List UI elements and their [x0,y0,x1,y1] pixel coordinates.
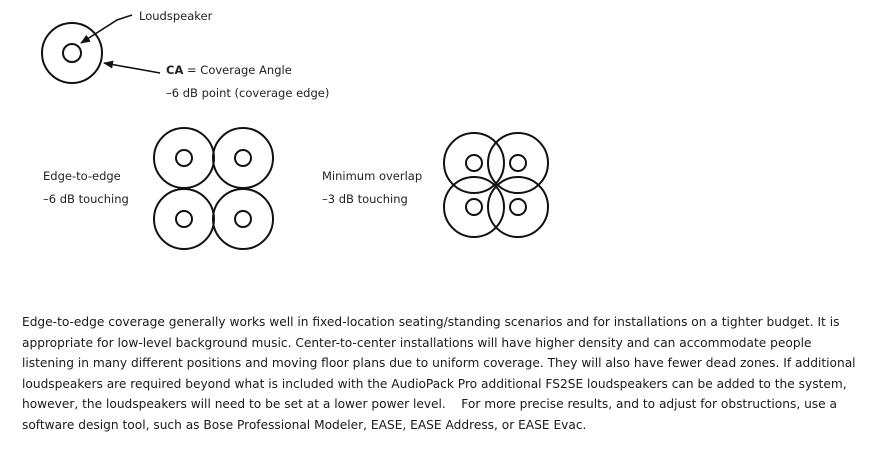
loudspeaker-symbol [444,177,504,237]
coverage-circle [42,23,102,83]
coverage-angle-label [166,63,292,77]
loudspeaker-symbol [444,133,504,193]
minimum-overlap-title: Minimum overlap [322,169,423,183]
coverage-edge-label: –6 dB point (coverage edge) [166,86,330,100]
edge-to-edge-note: –6 dB touching [43,192,129,206]
loudspeaker-symbol [154,189,214,249]
minimum-overlap-grid [444,133,548,237]
ca-definition: = Coverage Angle [183,63,292,77]
speaker-circle [63,44,81,62]
loudspeaker-symbol [488,177,548,237]
loudspeaker-symbol [154,128,214,188]
loudspeaker-symbol [213,128,273,188]
edge-to-edge-grid [154,128,273,249]
ca-abbrev: CA [166,63,184,77]
legend-loudspeaker-symbol [42,23,102,83]
loudspeaker-label: Loudspeaker [139,9,213,23]
edge-to-edge-title: Edge-to-edge [43,169,121,183]
minimum-overlap-note: –3 dB touching [322,192,408,206]
loudspeaker-symbol [488,133,548,193]
coverage-description: Edge-to-edge coverage generally works well in fixed-location seating/standing scenarios and for installations on a tighter budget. It is appropriate for low-level background music. Center-to-center installations will have higher density and can accommodate people listening in many different positions and moving floor plans due to uniform coverage. They will also have fewer dead zones. If additional loudspeakers are required beyond what is included with the AudioPack Pro additional FS2SE loudspeakers can be added to the system, however, the loudspeakers will need to be set at a lower power level. For more precise results, and to adjust for obstructions, use a software design tool, such as Bose Professional Modeler, EASE, EASE Address, or EASE Evac. [22,315,860,432]
loudspeaker-symbol [213,189,273,249]
coverage-arrow [104,63,160,73]
